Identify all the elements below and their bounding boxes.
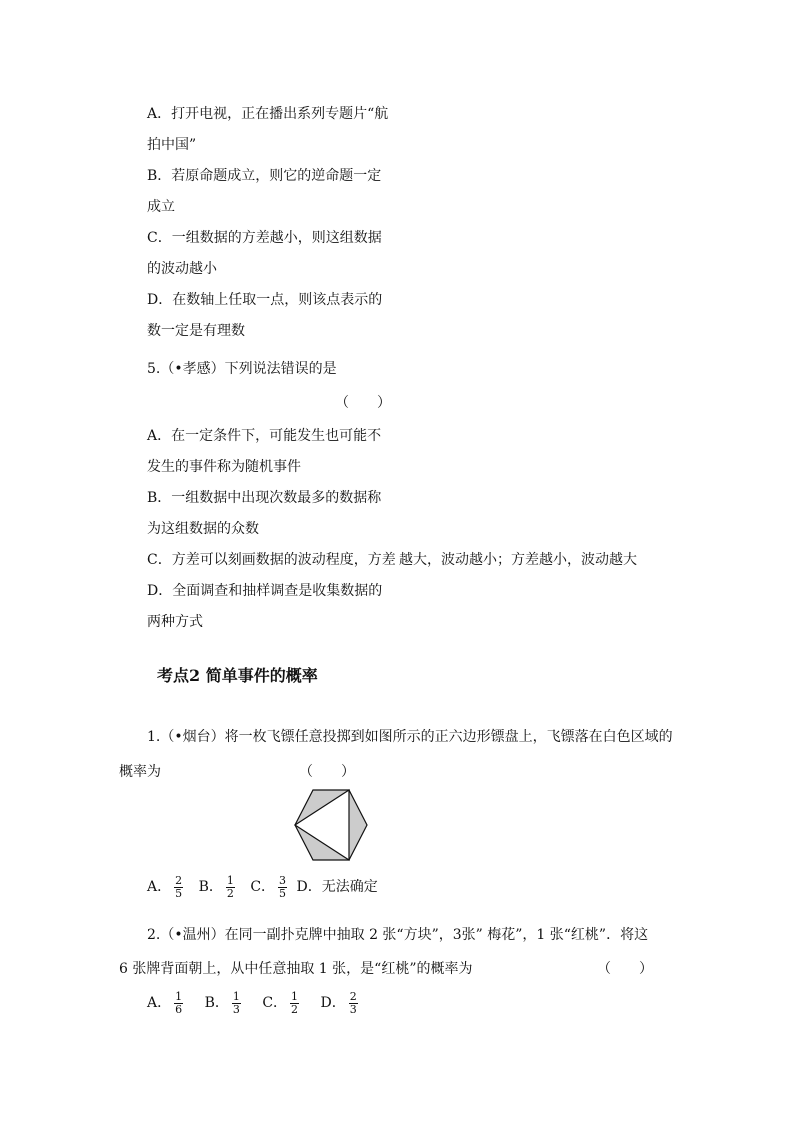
p2-option-d	[321, 988, 361, 1018]
p1-stem-line1: 1.（•烟台）将一枚飞镖任意投掷到如图所示的正六边形镖盘上，飞镖落在白色区域的	[147, 729, 673, 745]
p1-option-c-label: C．	[250, 879, 276, 895]
q5-stem: 5.（•孝感）下列说法错误的是	[147, 361, 337, 377]
p2-stem-line1: 2.（•温州）在同一副扑克牌中抽取 2 张“方块”，3张” 梅花”，1 张“红桃”．将这	[147, 927, 649, 943]
fraction-numerator: 3	[279, 873, 287, 887]
fraction-numerator: 2	[175, 873, 183, 887]
p2-option-d-label: D．	[320, 995, 346, 1011]
q5-option-b-line2: 为这组数据的众数	[147, 521, 259, 537]
p2-option-c-fraction	[290, 991, 299, 1016]
p1-option-b	[199, 872, 238, 902]
p1-option-d: D．无法确定	[296, 879, 378, 895]
fraction-denominator: 5	[175, 886, 183, 900]
p1-option-c	[250, 872, 290, 902]
p1-option-a-fraction	[174, 875, 183, 900]
q5-option-a-line1: A．在一定条件下，可能发生也可能不	[147, 428, 382, 444]
p2-option-b-label: B．	[204, 995, 229, 1011]
p2-option-b	[205, 988, 244, 1018]
p2-option-a	[147, 988, 186, 1018]
p1-option-a-label: A．	[147, 879, 172, 895]
p2-stem-line2: 6 张牌背面朝上，从中任意抽取 1 张，是“红桃”的概率为	[119, 961, 473, 977]
q5-option-c-part2: 越大，波动越小；方差越小，波动越大	[399, 552, 637, 568]
section-heading: 考点2 简单事件的概率	[157, 666, 318, 685]
p2-option-c-label: C．	[262, 995, 288, 1011]
p2-option-a-fraction	[174, 991, 183, 1016]
fraction-denominator: 2	[226, 886, 234, 900]
p1-answer-paren: （ ）	[299, 764, 355, 780]
p1-stem-line2: 概率为	[119, 764, 161, 780]
p2-option-c	[262, 988, 302, 1018]
fraction-numerator: 1	[291, 989, 299, 1003]
q4-option-a-line2: 拍中国”	[147, 137, 197, 153]
q4-option-d-line1: D．在数轴上任取一点，则该点表示的	[147, 292, 383, 308]
q4-option-b-line2: 成立	[147, 199, 175, 215]
p1-options	[147, 872, 378, 902]
q4-option-a-line1: A．打开电视，正在播出系列专题片“航	[147, 106, 389, 122]
p1-option-a	[147, 872, 186, 902]
q4-option-c-line1: C．一组数据的方差越小，则这组数据	[147, 230, 382, 246]
q5-option-c-part1: C．方差可以刻画数据的波动程度，方差	[147, 552, 396, 568]
p2-answer-paren: （ ）	[597, 961, 653, 977]
fraction-numerator: 1	[226, 873, 234, 887]
q5-option-d-line2: 两种方式	[147, 614, 203, 630]
q5-option-b-line1: B．一组数据中出现次数最多的数据称	[147, 490, 382, 506]
p1-option-b-fraction	[226, 875, 235, 900]
fraction-denominator: 3	[232, 1002, 240, 1016]
p2-option-d-fraction	[349, 991, 358, 1016]
p2-option-b-fraction	[232, 991, 241, 1016]
q4-option-d-line2: 数一定是有理数	[147, 323, 245, 339]
fraction-denominator: 3	[349, 1002, 357, 1016]
q5-option-a-line2: 发生的事件称为随机事件	[147, 459, 301, 475]
p1-option-c-fraction	[278, 875, 287, 900]
q5-answer-paren: （ ）	[335, 395, 391, 411]
fraction-numerator: 2	[349, 989, 357, 1003]
p2-option-a-label: A．	[147, 995, 172, 1011]
p2-options	[147, 988, 369, 1018]
fraction-denominator: 5	[279, 886, 287, 900]
p1-option-b-label: B．	[198, 879, 223, 895]
fraction-numerator: 1	[175, 989, 183, 1003]
fraction-denominator: 6	[175, 1002, 183, 1016]
hexagon-dartboard-figure	[290, 788, 372, 862]
q4-option-c-line2: 的波动越小	[147, 261, 217, 277]
fraction-denominator: 2	[291, 1002, 299, 1016]
fraction-numerator: 1	[232, 989, 240, 1003]
q4-option-b-line1: B．若原命题成立，则它的逆命题一定	[147, 168, 382, 184]
q5-option-d-line1: D．全面调查和抽样调查是收集数据的	[147, 583, 383, 599]
